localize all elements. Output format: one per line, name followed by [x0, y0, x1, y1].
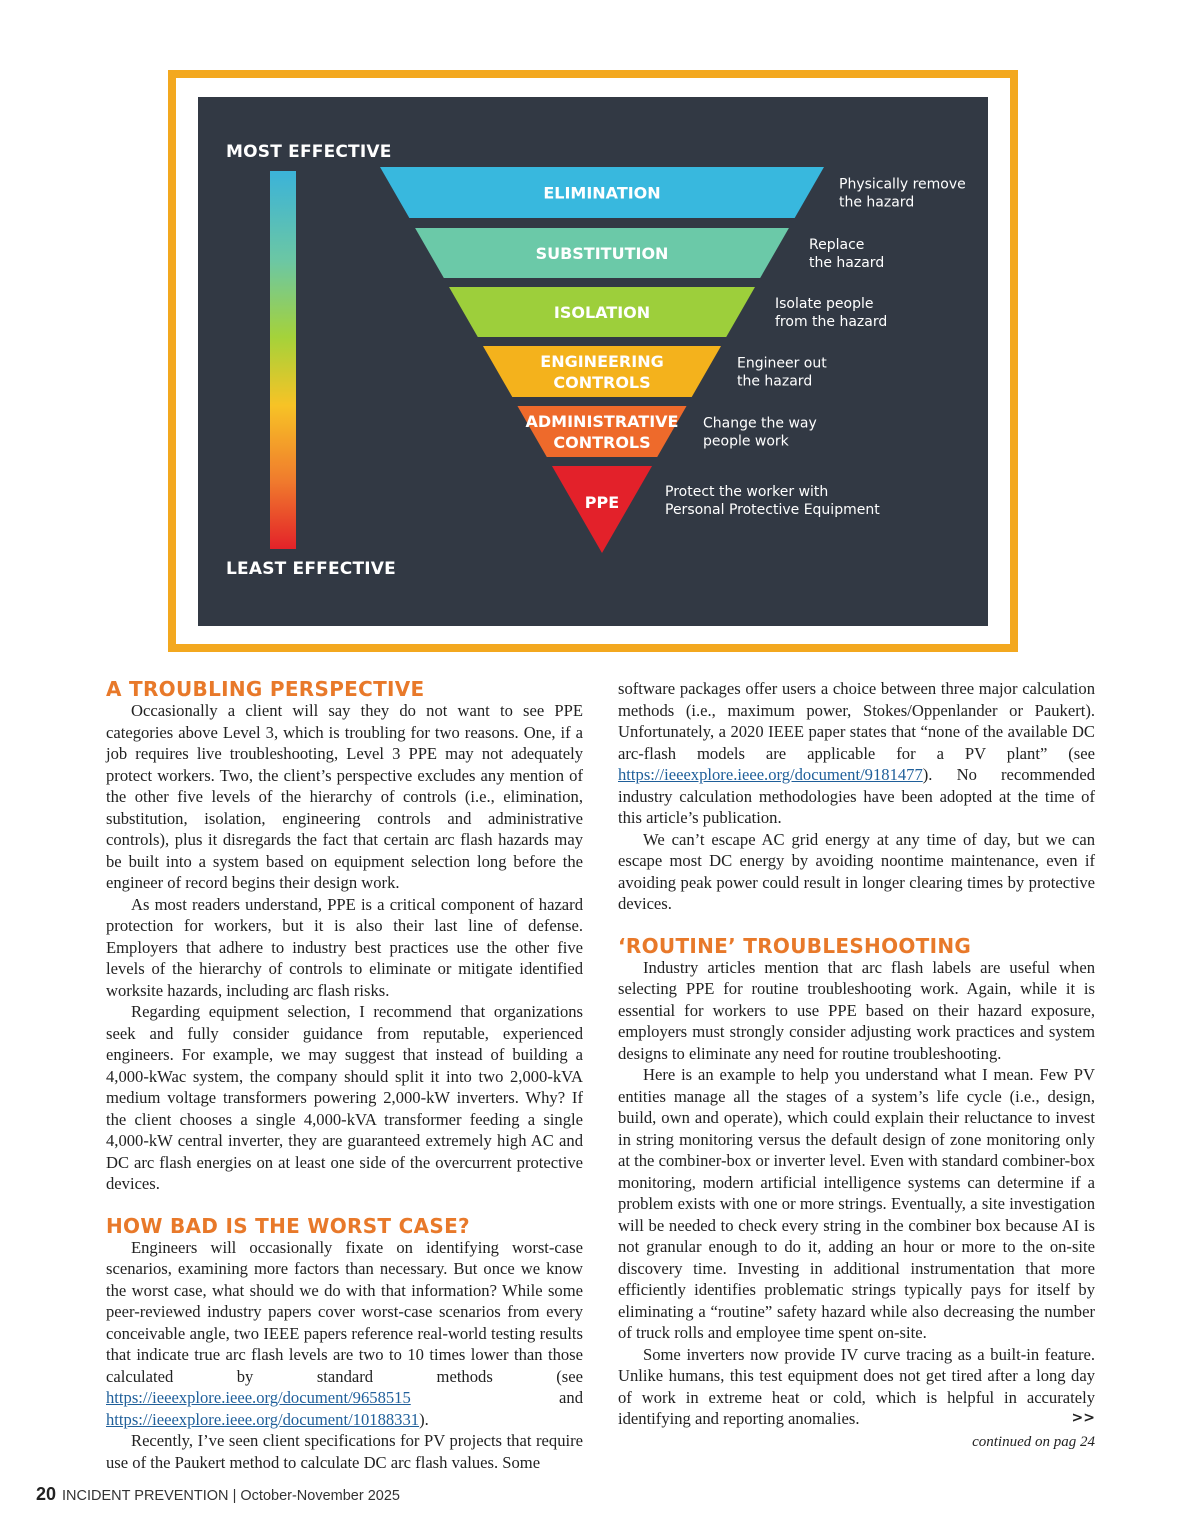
level-description-administrative-controls: Change the way [703, 415, 817, 432]
level-name-engineering-controls: CONTROLS [553, 373, 651, 392]
most-effective-label: MOST EFFECTIVE [226, 142, 392, 162]
level-name-elimination: ELIMINATION [543, 183, 661, 203]
issue-date: October-November 2025 [240, 1488, 400, 1504]
level-name-isolation: ISOLATION [553, 303, 651, 322]
paragraph: As most readers understand, PPE is a critical component of hazard protection for workers, but it is also their last line of defense. Employers that adhere to industry best practices use the other five levels of the hierarchy of controls to eliminate or mitigate identified worksite hazards, including arc flash risks. [106, 894, 583, 1000]
heading-worst-case: HOW BAD IS THE WORST CASE? [106, 1213, 470, 1238]
footer-separator: | [232, 1488, 237, 1504]
level-description-isolation: Isolate people [775, 296, 874, 312]
level-name-administrative-controls: ADMINISTRATIVE [525, 412, 679, 431]
level-description-administrative-controls: people work [703, 433, 789, 450]
level-name-administrative-controls: CONTROLS [553, 433, 651, 452]
ieee-link-10188331[interactable]: https://ieeexplore.ieee.org/document/10188331 [106, 1409, 420, 1429]
heading-routine-troubleshooting: ‘ROUTINE’ TROUBLESHOOTING [618, 933, 972, 958]
paragraph: Here is an example to help you understand what I mean. Few PV entities manage all the stages of a system’s life cycle (i.e., design, build, own and operate), which could explain their reluctance to invest in string monitoring versus the default design of zone monitoring only at the combiner-box or inverter level. Even with standard combiner-box monitoring, modern artificial intelligence systems can determine if a problem exists with one or more strings. Eventually, a site investigation will be needed to check every string in the combiner box because AI is not granular enough to do it, adding an hour or more to the on-site discovery time. Investing in additional instrumentation that more efficiently identifies problematic strings typically pays for itself by eliminating a “routine” safety hazard while also decreasing the number of truck rolls and employee time spent on-site. [618, 1065, 1095, 1342]
paragraph: Industry articles mention that arc flash labels are useful when selecting PPE for routine troubleshooting work. Again, while it is essential for workers to use PPE based on their hazard exposure, employers must strongly consider adjusting work practices and system designs to eliminate any need for routine troubleshooting. [618, 957, 1095, 1063]
article-column-right [618, 678, 1095, 1453]
level-name-substitution: SUBSTITUTION [535, 244, 669, 263]
level-name-ppe: PPE [584, 493, 620, 512]
level-name-engineering-controls: ENGINEERING [540, 352, 664, 371]
ieee-link-9181477[interactable]: https://ieeexplore.ieee.org/document/9181477 [618, 765, 923, 784]
inverted-pyramid [198, 97, 988, 626]
paragraph: Regarding equipment selection, I recommend that organizations seek and fully consider guidance from reputable, experienced engineers. For example, we may suggest that instead of building a 4,000-kWac system, the company should split it into two 2,000-kVA medium voltage transformers powering 2,000-kW inverters. Why? If the client chooses a single 4,000-kVA transformer feeding a single 4,000-kW central inverter, they are guaranteed extremely high AC and DC arc flash energies on at least one side of the overcurrent protective devices. [106, 1002, 583, 1193]
level-description-isolation: from the hazard [775, 314, 888, 330]
page-number: 20 [36, 1484, 57, 1504]
level-description-elimination: Physically remove [839, 176, 966, 193]
least-effective-label: LEAST EFFECTIVE [226, 559, 396, 579]
paragraph: Recently, I’ve seen client specifications for PV projects that require use of the Paukert method to calculate DC arc flash values. Some [106, 1431, 583, 1472]
heading-troubling-perspective: A TROUBLING PERSPECTIVE [106, 677, 425, 701]
continue-arrow-icon: >> [1071, 1410, 1095, 1426]
paragraph: Engineers will occasionally fixate on identifying worst-case scenarios, examining more factors than necessary. But once we know the worst case, what should we do with that information? While some peer-reviewed industry papers cover worst-case scenarios from every conceivable angle, two IEEE papers reference real-world testing results that indicate true arc flash levels are two to 10 times lower than those calculated by standard methods (see https://ieeexplore.ieee.org/document/9658515 and https://ieeexplore.ieee.org/document/10188331). [106, 1237, 583, 1429]
article-column-left [106, 678, 583, 1473]
page-footer [36, 1484, 400, 1505]
hierarchy-of-controls-figure [198, 97, 988, 626]
continued-note: continued on pag 24 [972, 1433, 1095, 1450]
level-description-engineering-controls: the hazard [737, 373, 813, 390]
paragraph: Occasionally a client will say they do not want to see PPE categories above Level 3, which is troubling for two reasons. One, if a job requires live troubleshooting, Level 3 PPE may not adequately protect workers. Two, the client’s perspective excludes any mention of the other five levels of the hierarchy of controls (i.e., elimination, substitution, isolation, engineering controls and administrative controls), plus it disregards the fact that certain arc flash hazards may be built into a system based on equipment selection long before the engineer of record begins their design work. [106, 701, 583, 892]
level-description-ppe: Personal Protective Equipment [665, 502, 880, 518]
ieee-link-9658515[interactable]: https://ieeexplore.ieee.org/document/9658515 [106, 1388, 411, 1407]
level-description-substitution: Replace [809, 237, 865, 253]
level-description-substitution: the hazard [809, 255, 885, 271]
paragraph: We can’t escape AC grid energy at any time of day, but we can escape most DC energy by avoiding noontime maintenance, even if avoiding peak power could result in longer clearing times by protective devices. [618, 829, 1095, 913]
level-description-elimination: the hazard [839, 194, 915, 211]
publication-name: INCIDENT PREVENTION [62, 1488, 229, 1504]
level-description-ppe: Protect the worker with [665, 484, 829, 500]
paragraph: Some inverters now provide IV curve tracing as a built-in feature. Unlike humans, this test equipment does not get tired after a long day of work in extreme heat or cold, which is helpful in accurately identifying and reporting anomalies. >> [618, 1344, 1095, 1428]
level-description-engineering-controls: Engineer out [737, 355, 827, 372]
paragraph: software packages offer users a choice between three major calculation methods (i.e., maximum power, Stokes/Oppenlander or Paukert). Unfortunately, a 2020 IEEE paper states that “none of the available DC arc-flash models are applicable for a PV plant” (see https://ieeexplore.ieee.org/document/9181477). No recommended industry calculation methodologies have been adopted at the time of this article’s publication. [618, 679, 1095, 827]
